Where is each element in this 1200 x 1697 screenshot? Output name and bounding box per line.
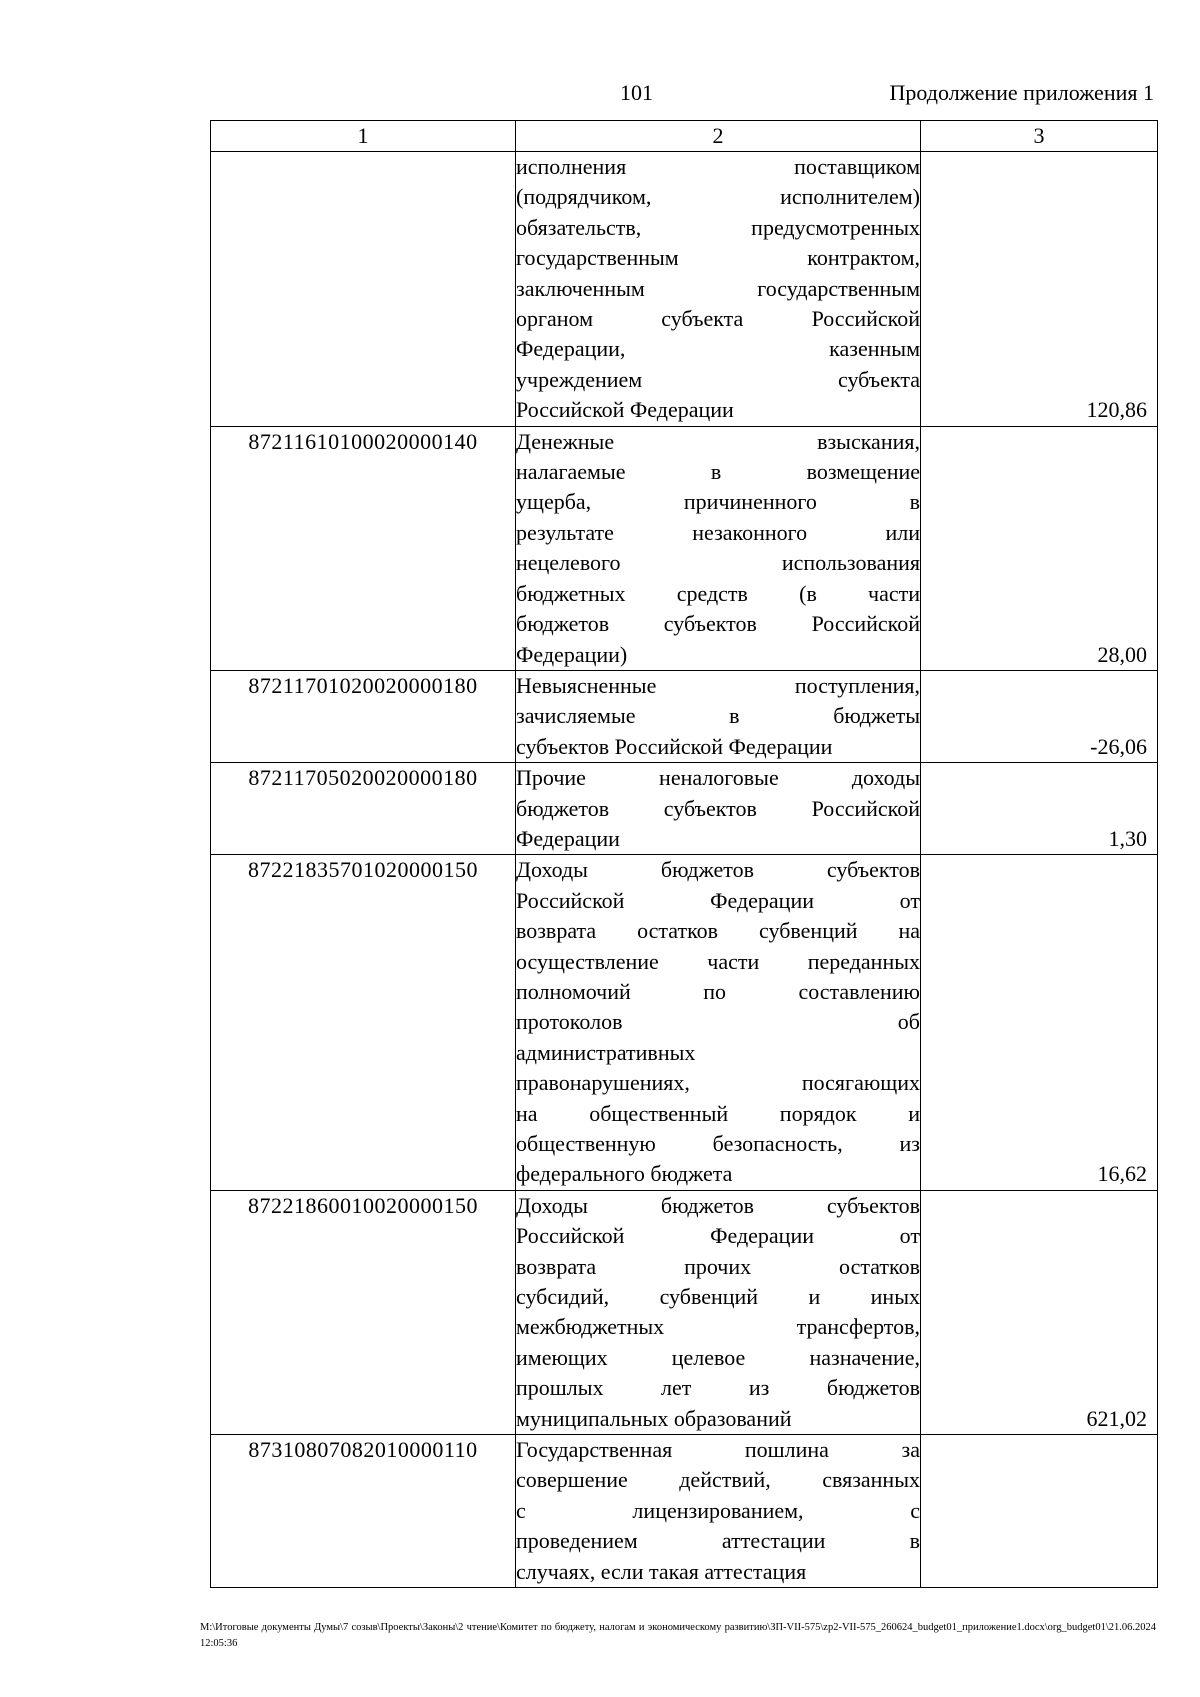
table-row xyxy=(211,152,1158,427)
amount-cell: 621,02 xyxy=(921,1190,1158,1434)
description-line: правонарушениях, посягающих xyxy=(516,1070,920,1096)
description-line: случаях, если такая аттестация xyxy=(516,1558,807,1584)
description-line: Прочие неналоговые доходы xyxy=(516,765,920,791)
description-line: Невыясненные поступления, xyxy=(516,672,920,698)
description-line: зачисляемые в бюджеты xyxy=(516,703,920,729)
description-line: возврата прочих остатков xyxy=(516,1253,920,1279)
description-line: с лицензированием, с xyxy=(516,1497,920,1523)
description-line: государственным контрактом, xyxy=(516,245,920,271)
description-line: Федерации, казенным xyxy=(516,336,920,362)
file-path-footer: M:\Итоговые документы Думы\7 созыв\Проекты\Законы\2 чтение\Комитет по бюджету, налогам и экономическому развитию\ЗП-VII-575\zp2-VII-575_260624_budget01_приложение1.docx\org_budget01\21.06.2024 12:05:36 xyxy=(200,1622,1156,1649)
description-line: обязательств, предусмотренных xyxy=(516,214,920,240)
table-row xyxy=(211,855,1158,1190)
code-cell xyxy=(211,426,516,670)
page-number: 101 xyxy=(620,80,653,105)
description-cell xyxy=(516,763,921,855)
budget-code: 87211610100020000140 xyxy=(248,428,478,454)
description-cell xyxy=(516,426,921,670)
description-line: бюджетов субъектов Российской xyxy=(516,611,920,637)
description-cell xyxy=(516,1190,921,1434)
code-cell xyxy=(211,152,516,427)
description-cell xyxy=(516,670,921,762)
description-line: Федерации) xyxy=(516,641,628,667)
code-cell xyxy=(211,1190,516,1434)
description-line: бюджетных средств (в части xyxy=(516,580,920,606)
amount-cell: 16,62 xyxy=(921,855,1158,1190)
description-line: органом субъекта Российской xyxy=(516,306,920,332)
description-line: совершение действий, связанных xyxy=(516,1467,920,1493)
description-line: имеющих целевое назначение, xyxy=(516,1344,920,1370)
description-line: учреждением субъекта xyxy=(516,366,920,392)
description-line: Государственная пошлина за xyxy=(516,1437,920,1463)
budget-code: 87221835701020000150 xyxy=(248,857,478,883)
table-header-row xyxy=(211,121,1158,152)
amount-cell: 120,86 xyxy=(921,152,1158,427)
code-cell xyxy=(211,1435,516,1588)
description-line: Доходы бюджетов субъектов xyxy=(516,857,920,883)
description-line: заключенным государственным xyxy=(516,275,920,301)
column-header-3: 3 xyxy=(921,121,1158,152)
continuation-label: Продолжение приложения 1 xyxy=(889,80,1154,105)
description-line: прошлых лет из бюджетов xyxy=(516,1375,920,1401)
description-line: федерального бюджета xyxy=(516,1161,733,1187)
description-line: (подрядчиком, исполнителем) xyxy=(516,184,920,210)
description-line: на общественный порядок и xyxy=(516,1100,920,1126)
column-header-2: 2 xyxy=(516,121,921,152)
description-line: налагаемые в возмещение xyxy=(516,459,920,485)
budget-code: 87211701020020000180 xyxy=(248,672,478,698)
description-line: бюджетов субъектов Российской xyxy=(516,795,920,821)
description-line: осуществление части переданных xyxy=(516,948,920,974)
column-header-1: 1 xyxy=(211,121,516,152)
description-line: полномочий по составлению xyxy=(516,978,920,1004)
description-line: Федерации xyxy=(516,825,620,851)
description-line: муниципальных образований xyxy=(516,1405,792,1431)
description-line: нецелевого использования xyxy=(516,550,920,576)
amount-cell: -26,06 xyxy=(921,670,1158,762)
description-cell xyxy=(516,1435,921,1588)
income-table xyxy=(210,120,1158,1588)
code-cell xyxy=(211,763,516,855)
description-line: межбюджетных трансфертов, xyxy=(516,1314,920,1340)
budget-code: 87310807082010000110 xyxy=(248,1437,478,1463)
table-row xyxy=(211,763,1158,855)
amount-cell xyxy=(921,1435,1158,1588)
code-cell xyxy=(211,670,516,762)
description-line: Денежные взыскания, xyxy=(516,428,920,454)
code-cell xyxy=(211,855,516,1190)
description-cell xyxy=(516,152,921,427)
description-line: Российской Федерации от xyxy=(516,1223,920,1249)
table-row xyxy=(211,1190,1158,1434)
description-line: субсидий, субвенций и иных xyxy=(516,1284,920,1310)
description-line: ущерба, причиненного в xyxy=(516,489,920,515)
description-line: возврата остатков субвенций на xyxy=(516,918,920,944)
description-line: Российской Федерации xyxy=(516,397,734,423)
description-line: административных xyxy=(516,1039,696,1065)
description-line: Российской Федерации от xyxy=(516,887,920,913)
budget-code: 87221860010020000150 xyxy=(248,1192,478,1218)
table-row xyxy=(211,670,1158,762)
description-line: Доходы бюджетов субъектов xyxy=(516,1192,920,1218)
amount-cell: 28,00 xyxy=(921,426,1158,670)
description-line: исполнения поставщиком xyxy=(516,154,920,179)
description-line: проведением аттестации в xyxy=(516,1528,920,1554)
description-line: субъектов Российской Федерации xyxy=(516,733,833,759)
budget-code: 87211705020020000180 xyxy=(248,765,478,791)
table-row xyxy=(211,1435,1158,1588)
description-line: общественную безопасность, из xyxy=(516,1131,920,1156)
description-line: результате незаконного или xyxy=(516,519,920,545)
amount-cell: 1,30 xyxy=(921,763,1158,855)
table-row xyxy=(211,426,1158,670)
description-cell xyxy=(516,855,921,1190)
description-line: протоколов об xyxy=(516,1009,920,1035)
